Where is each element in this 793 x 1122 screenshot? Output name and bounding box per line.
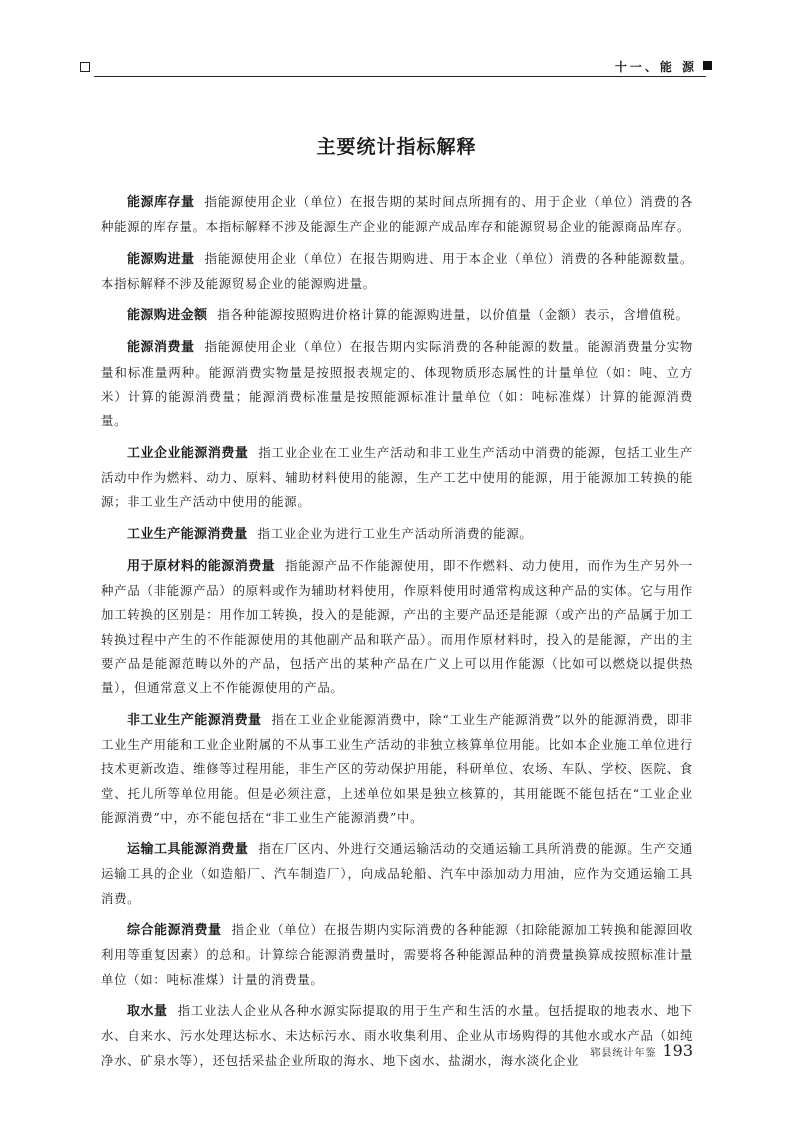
definition-entry [101,708,693,830]
definition-term: 能源库存量 [127,195,195,210]
running-header [80,58,713,78]
definition-body: 指能源使用企业（单位）在报告期内实际消费的各种能源的数量。能源消费量分实物量和标准量两种。能源消费实物量是按照报表规定的、体现物质形态属性的计量单位（如：吨、立方米）计算的能源消费量；能源消费标准量是按照能源标准计量单位（如：吨标准煤）计算的能源消费量。 [101,339,693,429]
page-title: 主要统计指标解释 [316,136,477,158]
definition-entry [101,441,693,515]
header-rule [94,76,706,77]
definition-body: 指各种能源按照购进价格计算的能源购进量，以价值量（金额）表示，含增值税。 [217,307,689,323]
definition-term: 工业企业能源消费量 [127,445,249,461]
definition-body: 指能源产品不作能源使用，即不作燃料、动力使用，而作为生产另外一种产品（非能源产品）的原料或作为辅助材料使用，作原料使用时通常构成这种产品的实体。它与用作加工转换的区别是：用作加工转换，投入的是能源，产出的主要产品还是能源（或产出的产品属于加工转换过程中产生的不作能源使用的其他副产品和联产品）。而用作原材料时，投入的是能源，产出的主要产品是能源范畴以外的产品，包括产出的某种产品在广义上可以用作能源（比如可以燃烧以提供热量），但通常意义上不作能源使用的产品。 [101,557,694,696]
definition-body: 指工业企业为进行工业生产活动所消费的能源。 [257,525,533,541]
definition-body: 指在工业企业能源消费中，除“工业生产能源消费”以外的能源消费，即非工业生产用能和工业企业附属的不从事工业生产活动的非独立核算单位用能。比如本企业施工单位进行技术更新改造、维修等过程用能，非生产区的劳动保护用能，科研单位、农场、车队、学校、医院、食堂、托儿所等单位用能。但是必须注意，上述单位如果是独立核算的，其用能既不能包括在“工业企业能源消费”中，亦不能包括在“非工业生产能源消费”中。 [101,711,693,825]
definition-entry [101,335,693,433]
definition-body: 指工业法人企业从各种水源实际提取的用于生产和生活的水量。包括提取的地表水、地下水、自来水、污水处理达标水、未达标污水、雨水收集利用、企业从市场购得的其他水或水产品（如纯净水、矿泉水等），还包括采盐企业所取的海水、地下卤水、盐湖水，海水淡化企业 [101,1002,693,1068]
page-footer [590,1041,693,1060]
definition-body: 指企业（单位）在报告期内实际消费的各种能源（扣除能源加工转换和能源回收利用等重复因素）的总和。计算综合能源消费量时，需要将各种能源品种的消费量换算成按照标准计量单位（如：吨标准煤）计量的消费量。 [101,922,694,987]
definition-term: 非工业生产能源消费量 [127,712,262,728]
definition-term: 运输工具能源消费量 [127,842,249,858]
definition-entry [101,918,693,992]
definition-entry [101,190,693,240]
definition-term: 能源购进量 [127,251,195,267]
section-title: 十一、能 源 [614,60,697,74]
definition-entry [101,303,693,328]
definition-entry [101,554,693,701]
definition-term: 能源购进金额 [127,308,208,324]
definition-entry [101,999,693,1073]
definition-body: 指在厂区内、外进行交通运输活动的交通运输工具所消费的能源。生产交通运输工具的企业（如造船厂、汽车制造厂），向成品轮船、汽车中添加动力用油，应作为交通运输工具消费。 [101,841,693,906]
page-number: 193 [662,1041,693,1060]
header-box-icon [80,62,90,72]
definition-list [101,190,693,1080]
definition-term: 用于原材料的能源消费量 [127,558,276,574]
definition-entry [101,522,693,547]
definition-entry [101,837,693,911]
definition-term: 综合能源消费量 [127,923,222,939]
definition-body: 指工业企业在工业生产活动和非工业生产活动中消费的能源，包括工业生产活动中作为燃料、动力、原料、辅助材料使用的能源，生产工艺中使用的能源，用于能源加工转换的能源；非工业生产活动中使用的能源。 [101,444,693,510]
definition-body: 指能源使用企业（单位）在报告期的某时间点所拥有的、用于企业（单位）消费的各种能源的库存量。本指标解释不涉及能源生产企业的能源产成品库存和能源贸易企业的能源商品库存。 [101,194,693,235]
book-title: 郓县统计年鉴 [590,1048,657,1059]
definition-entry [101,247,693,297]
definition-body: 指能源使用企业（单位）在报告期购进、用于本企业（单位）消费的各种能源数量。本指标解释不涉及能源贸易企业的能源购进量。 [101,250,693,291]
header-square-icon [703,61,712,70]
definition-term: 工业生产能源消费量 [127,526,248,542]
definition-term: 取水量 [127,1003,168,1019]
definition-term: 能源消费量 [127,340,195,356]
